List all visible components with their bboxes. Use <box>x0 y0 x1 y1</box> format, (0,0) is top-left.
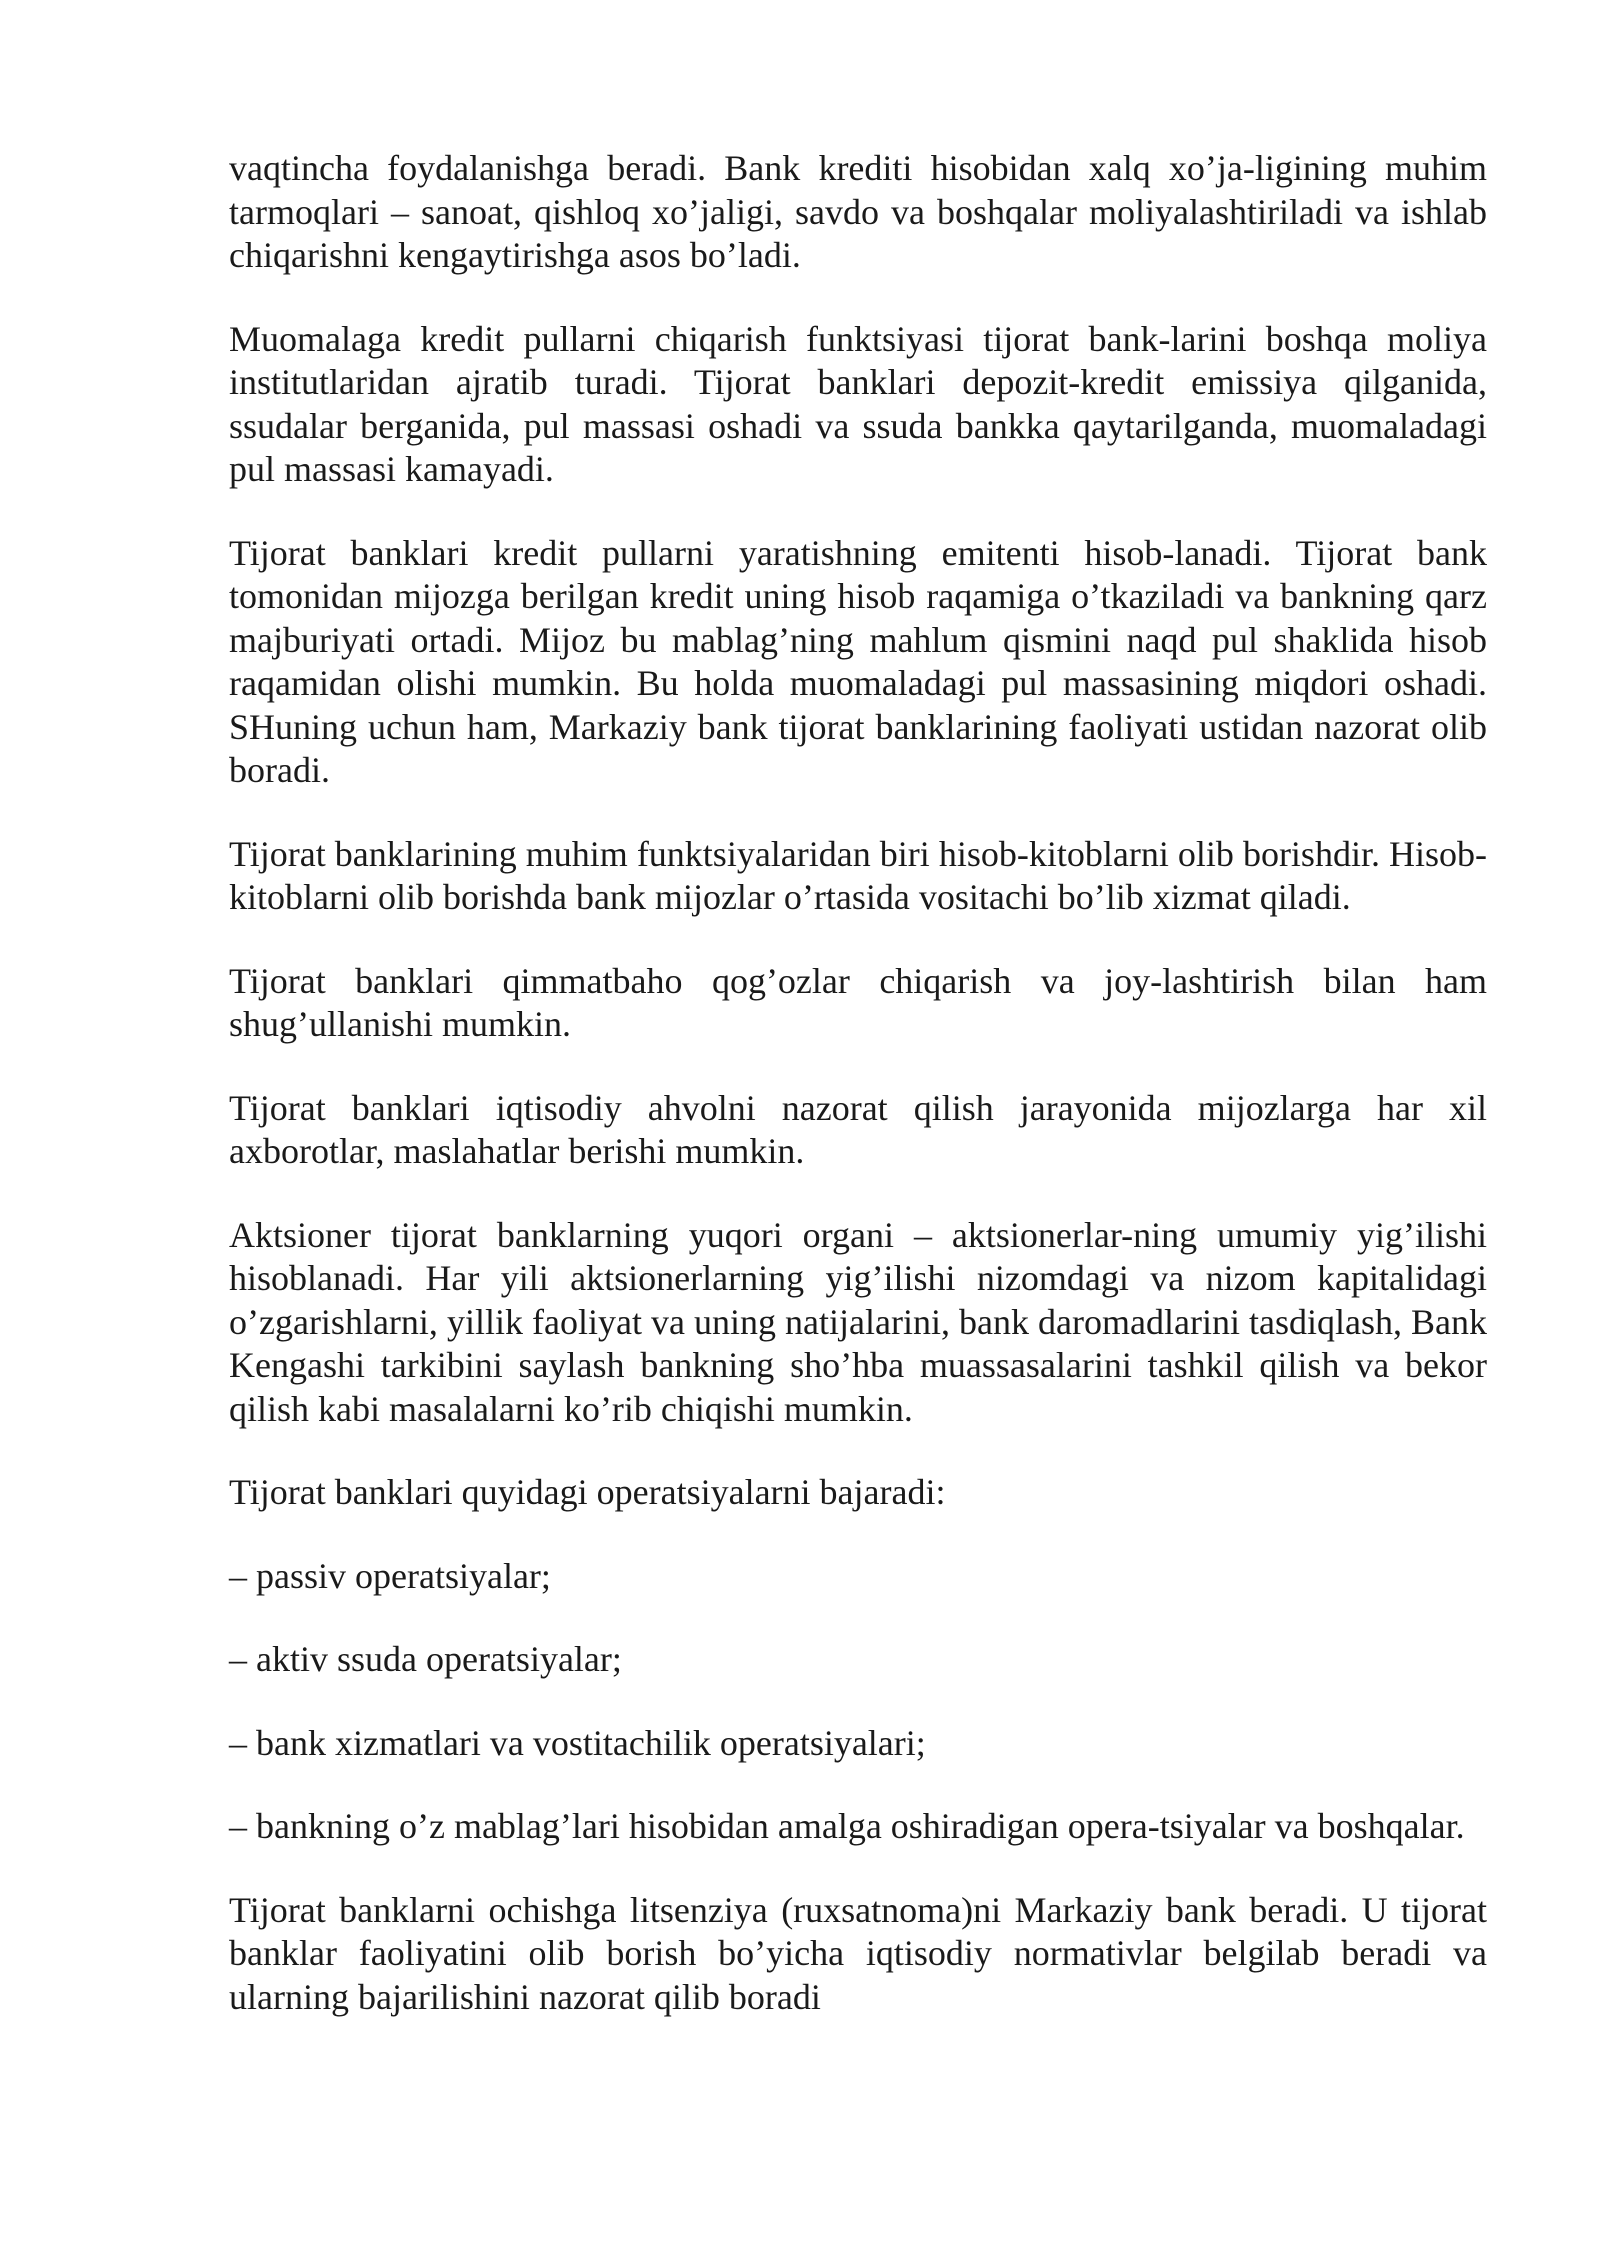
paragraph-advisory: Tijorat banklari iqtisodiy ahvolni nazorat qilish jarayonida mijozlarga har xil axborotlar, maslahatlar berishi mumkin. <box>229 1087 1487 1171</box>
list-item-own-funds-operations: – bankning o’z mablag’lari hisobidan amalga oshiradigan opera-tsiyalar va boshqalar. <box>229 1806 1465 1846</box>
paragraph-operations-intro: Tijorat banklari quyidagi operatsiyalarni bajaradi: <box>229 1472 946 1512</box>
paragraph-credit-money-emitent: Tijorat banklari kredit pullarni yaratishning emitenti hisob-lanadi. Tijorat bank tomonidan mijozga berilgan kredit uning hisob raqamiga o’tkaziladi va bankning qarz majburiyati ortadi. Mijoz bu mablag’ning mahlum qismini naqd pul shaklida hisob raqamidan olishi mumkin. Bu holda muomaladagi pul massasining miqdori oshadi. SHuning uchun ham, Markaziy bank tijorat banklarining faoliyati ustidan nazorat olib boradi. <box>229 532 1487 790</box>
paragraph-credit-money-issue: Muomalaga kredit pullarni chiqarish funktsiyasi tijorat bank-larini boshqa moliya institutlaridan ajratib turadi. Tijorat banklari depozit-kredit emissiya qilganida, ssudalar berganida, pul massasi oshadi va ssuda bankka qaytarilganda, muomaladagi pul massasi kamayadi. <box>229 318 1487 489</box>
paragraph-securities: Tijorat banklari qimmatbaho qog’ozlar chiqarish va joy-lashtirish bilan ham shug’ullanishi mumkin. <box>229 960 1487 1044</box>
paragraph-shareholders-meeting: Aktsioner tijorat banklarning yuqori organi – aktsionerlar-ning umumiy yig’ilishi hisoblanadi. Har yili aktsionerlarning yig’ilishi nizomdagi va nizom kapitalidagi o’zgarishlarni, yillik faoliyat va uning natijalarini, bank daromadlarini tasdiqlash, Bank Kengashi tarkibini saylash bankning sho’hba muassasalarini tashkil qilish va bekor qilish kabi masalalarni ko’rib chiqishi mumkin. <box>229 1214 1487 1429</box>
document-body <box>229 147 1487 2059</box>
paragraph-settlements: Tijorat banklarining muhim funktsiyalaridan biri hisob-kitoblarni olib borishdir. Hisob-kitoblarni olib borishda bank mijozlar o’rtasida vositachi bo’lib xizmat qiladi. <box>229 833 1487 917</box>
list-item-passive-operations: – passiv operatsiyalar; <box>229 1555 551 1596</box>
paragraph-credit-intro: vaqtincha foydalanishga beradi. Bank krediti hisobidan xalq xo’ja-ligining muhim tarmoqlari – sanoat, qishloq xo’jaligi, savdo va boshqalar moliyalashtiriladi va ishlab chiqarishni kengaytirishga asos bo’ladi. <box>229 148 1487 275</box>
list-item-bank-services: – bank xizmatlari va vostitachilik operatsiyalari; <box>229 1722 926 1763</box>
paragraph-licensing: Tijorat banklarni ochishga litsenziya (ruxsatnoma)ni Markaziy bank beradi. U tijorat banklar faoliyatini olib borish bo’yicha iqtisodiy normativlar belgilab beradi va ularning bajarilishini nazorat qilib boradi <box>229 1889 1487 2017</box>
list-item-active-loan-operations: – aktiv ssuda operatsiyalar; <box>229 1639 622 1679</box>
